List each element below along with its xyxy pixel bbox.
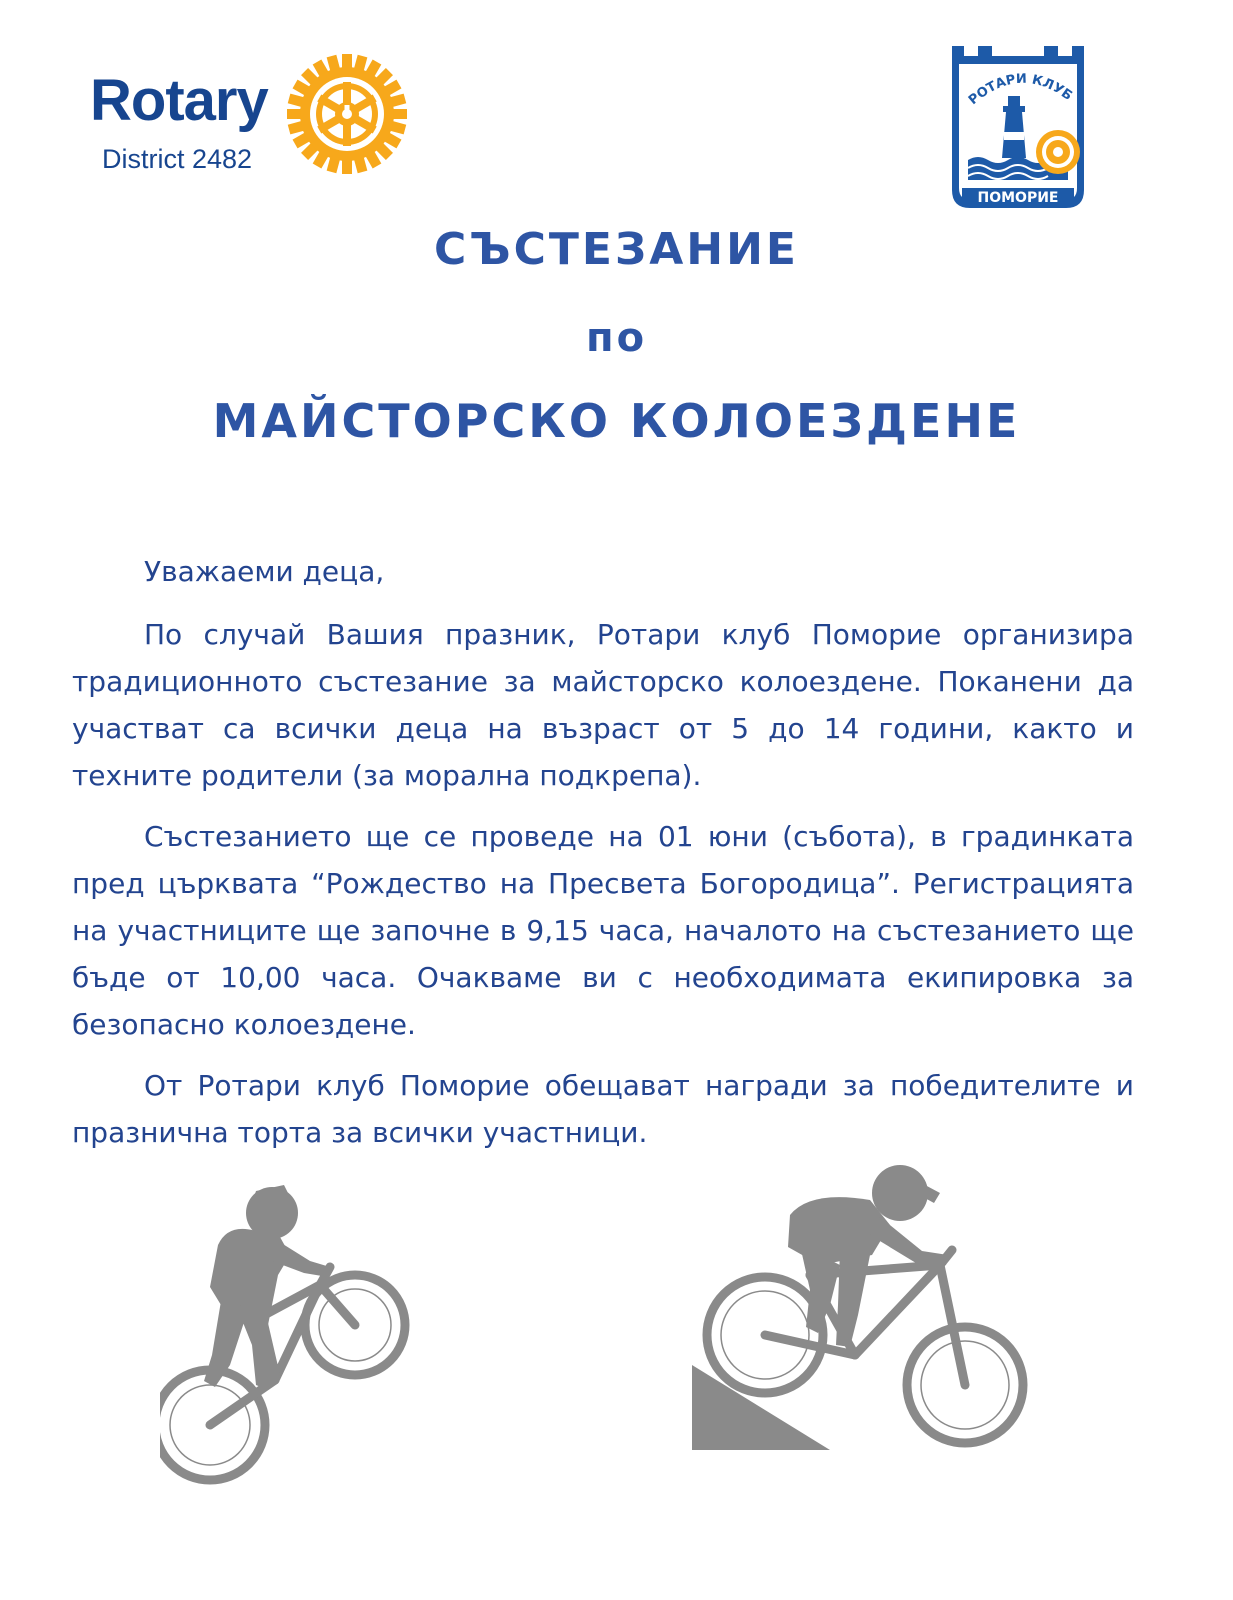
paragraph-1: По случай Вашия празник, Ротари клуб Поморие организира традиционното състезание за майсторско колоездене. Поканени да участват са всички деца на възраст от 5 до 14 години, както и техните родители (за морална подкрепа). (72, 618, 1134, 792)
rotary-logo-district: District 2482 (102, 144, 253, 174)
paragraph-3: От Ротари клуб Поморие обещават награди за победителите и празнична торта за всички участници. (72, 1069, 1134, 1149)
club-emblem-top-text: РОТАРИ КЛУБ (966, 71, 1075, 109)
body-text (72, 548, 1134, 1170)
rotary-logo-word: Rotary (90, 68, 268, 133)
club-emblem-icon (948, 40, 1088, 216)
rotary-wheel-icon (285, 52, 409, 176)
rotary-district-logo (90, 52, 420, 182)
title-line-2: по (585, 315, 648, 361)
paragraph-2: Състезанието ще се проведе на 01 юни (събота), в градинката пред църквата “Рождество на Пресвета Богородица”. Регистрацията на участниците ще започне в 9,15 часа, началото на състезанието ще бъде от 10,00 часа. Очакваме ви с необходимата екипировка за безопасно колоездене. (72, 820, 1134, 1041)
biker-silhouette-right (690, 1155, 1035, 1455)
club-emblem-bottom-text: ПОМОРИЕ (977, 190, 1059, 206)
club-emblem (948, 40, 1088, 216)
greeting: Уважаеми деца, (144, 555, 385, 588)
biker-silhouette-left (160, 1175, 420, 1495)
title-line-3: МАЙСТОРСКО КОЛОЕЗДЕНЕ (212, 394, 1021, 448)
title-line-1: СЪСТЕЗАНИЕ (433, 224, 799, 275)
